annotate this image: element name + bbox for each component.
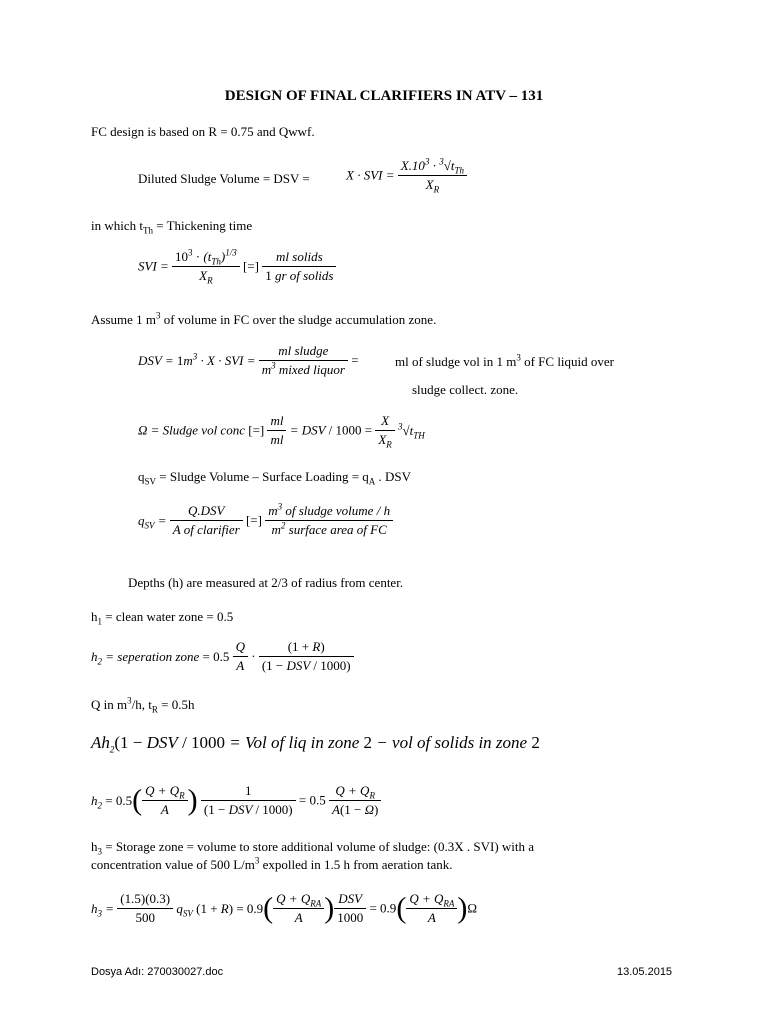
h3-definition-2: concentration value of 500 $L/m^3$ expolled in 1.5 h from aeration tank.: [91, 855, 453, 872]
thickening-text: in which $t_{Th}$ = Thickening time: [91, 218, 253, 236]
dsv-equation: X · SVI = $\frac{X.10^3 \cdot ^3√t_{Th}}{X_R}$: [346, 158, 467, 193]
svi-equation: SVI = $\frac{10^3 \cdot (t_{Th})^{1/3}}{X_R}$ [=] $\frac{\text{ml solids}}{\text{1 gr of solids}}$: [138, 249, 336, 284]
dsv-description-1: ml of sludge vol in 1 $m^3$ of FC liquid over: [395, 352, 615, 369]
h2-equation: $h_2 = 0.5$( $\frac{Q + Q_R}{A}$ ) $\frac{1}{\text{(1 − DSV / 1000)}}$ = 0.5 $\frac{Q + Q_R}{A(1 - \Omega)}$: [91, 783, 381, 818]
dsv-label: Diluted Sludge Volume = DSV =: [138, 171, 310, 186]
dsv-description-2: sludge collect. zone.: [412, 382, 519, 397]
qsv-definition: $q_{SV}$ = Sludge Volume – Surface Loading = $q_A$ . DSV: [138, 469, 412, 487]
h3-equation: $h_3$ = $\frac{(1.5)(0.3)}{500}$ $q_{SV}$ (1 + R) = 0.9( $\frac{Q + Q_{RA}}{A}$ ) $\frac{\text{DSV}}{1000}$ = 0.9( $\frac{Q + Q_{RA}}{A}$ )Ω: [91, 891, 478, 925]
fc-basis-text: FC design is based on R = 0.75 and Qwwf.: [91, 124, 315, 139]
h3-definition-1: $h_3$ = Storage zone = volume to store additional volume of sludge: (0.3X . SVI) with a: [91, 839, 535, 857]
h2-separation-equation: $h_2$ = seperation zone = 0.5 $\frac{Q}{A}$ · $\frac{(1 + R)}{\text{(1 − DSV / 1000)}}$: [91, 639, 354, 674]
q-units-text: Q in $m^3/h$, $t_R = 0.5h$: [91, 695, 195, 715]
dsv-volume-equation: DSV = $1m^3 \cdot X$ · SVI = $\frac{\text{ml sludge}}{m^3 mixed liquor}$ =: [138, 343, 359, 377]
depths-note: Depths (h) are measured at 2/3 of radius from center.: [128, 575, 404, 590]
omega-equation: Ω = Sludge vol conc [=] $\frac{ml}{ml}$ = DSV / 1000 = $\frac{X}{X_R}$ $^3√t_{TH}$: [138, 413, 425, 450]
page-title: DESIGN OF FINAL CLARIFIERS IN ATV – 131: [224, 88, 544, 104]
footer-date: 13.05.2015: [617, 966, 673, 978]
h1-definition: $h_1$ = clean water zone = 0.5: [91, 609, 234, 627]
qsv-equation: $q_{SV}$ = $\frac{\text{Q.DSV}}{\text{A of clarifier}}$ [=] $\frac{m^3 of sludge volume / h}{m^2 surface area of FC}$: [138, 503, 393, 538]
ah2-equation: $Ah_2(1$ − DSV / 1000 = Vol of liq in zone 2 − vol of solids in zone 2: [91, 733, 540, 755]
footer-filename: Dosya Adı: 270030027.doc: [91, 966, 224, 978]
assume-text: Assume 1 $m^3$ of volume in FC over the sludge accumulation zone.: [91, 310, 437, 327]
